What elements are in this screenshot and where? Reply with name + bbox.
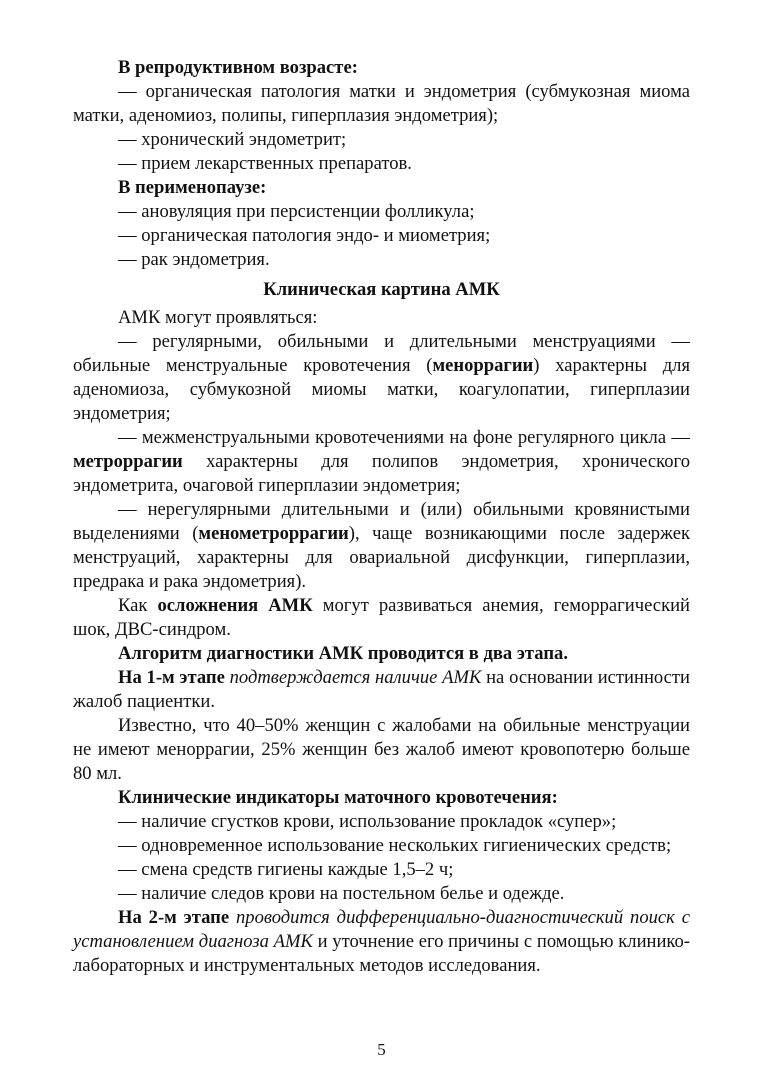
paragraph [73, 152, 690, 176]
text: Как [118, 595, 158, 616]
text: — ановуляция при персистенции фолликула; [118, 201, 475, 222]
paragraph [73, 56, 690, 80]
bold-text: Клинические индикаторы маточного кровотечения: [118, 787, 558, 808]
italic-text: проводится дифференциально-диагностический поиск с установлением диагноза АМК [73, 907, 690, 952]
paragraph [73, 80, 690, 128]
text: — наличие сгустков крови, использование прокладок «супер»; [118, 811, 617, 832]
bold-text: На 2-м этапе [118, 907, 230, 928]
paragraph [73, 498, 690, 594]
text: — наличие следов крови на постельном белье и одежде. [118, 883, 565, 904]
page-number: 5 [377, 1040, 386, 1059]
paragraph [73, 810, 690, 834]
bold-text: метроррагии [73, 451, 183, 472]
bold-text: меноррагии [432, 355, 534, 376]
paragraph [73, 248, 690, 272]
text: — регулярными, обильными и длительными менструациями — обильные менструальные кровотечения ( [73, 331, 690, 376]
text [229, 907, 236, 928]
bold-text: В репродуктивном возрасте: [118, 57, 358, 78]
bold-text: На 1-м этапе [118, 667, 225, 688]
text: — прием лекарственных препаратов. [118, 153, 412, 174]
document-body [73, 56, 690, 978]
text: — рак эндометрия. [118, 249, 270, 270]
text: характерны для полипов эндометрия, хронического эндометрита, очаговой гиперплазии эндометрия; [73, 451, 690, 496]
paragraph [73, 200, 690, 224]
text: ) характерны для аденомиоза, субмукозной миомы матки, коагулопатии, гиперплазии эндометрия; [73, 355, 690, 424]
text: — межменструальными кровотечениями на фоне регулярного цикла — [118, 427, 690, 448]
text: — органическая патология эндо- и миометрия; [118, 225, 491, 246]
bold-text: Алгоритм диагностики АМК проводится в два этапа. [118, 643, 568, 664]
text: Клиническая картина АМК [263, 279, 500, 300]
paragraph [73, 714, 690, 786]
bold-text: В перименопаузе: [118, 177, 267, 198]
paragraph [73, 834, 690, 858]
text: на основании истинности жалоб пациентки. [73, 667, 690, 712]
text: — органическая патология матки и эндометрия (субмукозная миома матки, аденомиоз, полипы, гиперплазия эндометрия); [73, 81, 690, 126]
paragraph [73, 858, 690, 882]
paragraph [73, 786, 690, 810]
bold-text: менометроррагии [198, 523, 349, 544]
paragraph [73, 224, 690, 248]
text: — одновременное использование нескольких гигиенических средств; [118, 835, 672, 856]
paragraph [73, 128, 690, 152]
paragraph [73, 594, 690, 642]
italic-text: подтверждается наличие АМК [229, 667, 482, 688]
text: Известно, что 40–50% женщин с жалобами на обильные менструации не имеют меноррагии, 25% женщин без жалоб имеют кровопотерю больше 80 мл. [73, 715, 690, 784]
text: АМК могут проявляться: [118, 307, 318, 328]
paragraph [73, 906, 690, 978]
text: — нерегулярными длительными и (или) обильными кровянистыми выделениями ( [73, 499, 690, 544]
paragraph [73, 426, 690, 498]
section-heading [73, 278, 690, 302]
text: и уточнение его причины с помощью клинико-лабораторных и инструментальных методов исследования. [73, 931, 690, 976]
paragraph [73, 666, 690, 714]
paragraph [73, 642, 690, 666]
text: могут развиваться анемия, геморрагический шок, ДВС-синдром. [73, 595, 690, 640]
bold-text: осложнения АМК [157, 595, 313, 616]
text: — хронический эндометрит; [118, 129, 347, 150]
text: ), чаще возникающими после задержек менструаций, характерны для овариальной дисфункции, гиперплазии, предрака и рака эндометрия). [73, 523, 690, 592]
paragraph [73, 330, 690, 426]
paragraph [73, 176, 690, 200]
text: — смена средств гигиены каждые 1,5–2 ч; [118, 859, 454, 880]
paragraph [73, 882, 690, 906]
paragraph [73, 306, 690, 330]
